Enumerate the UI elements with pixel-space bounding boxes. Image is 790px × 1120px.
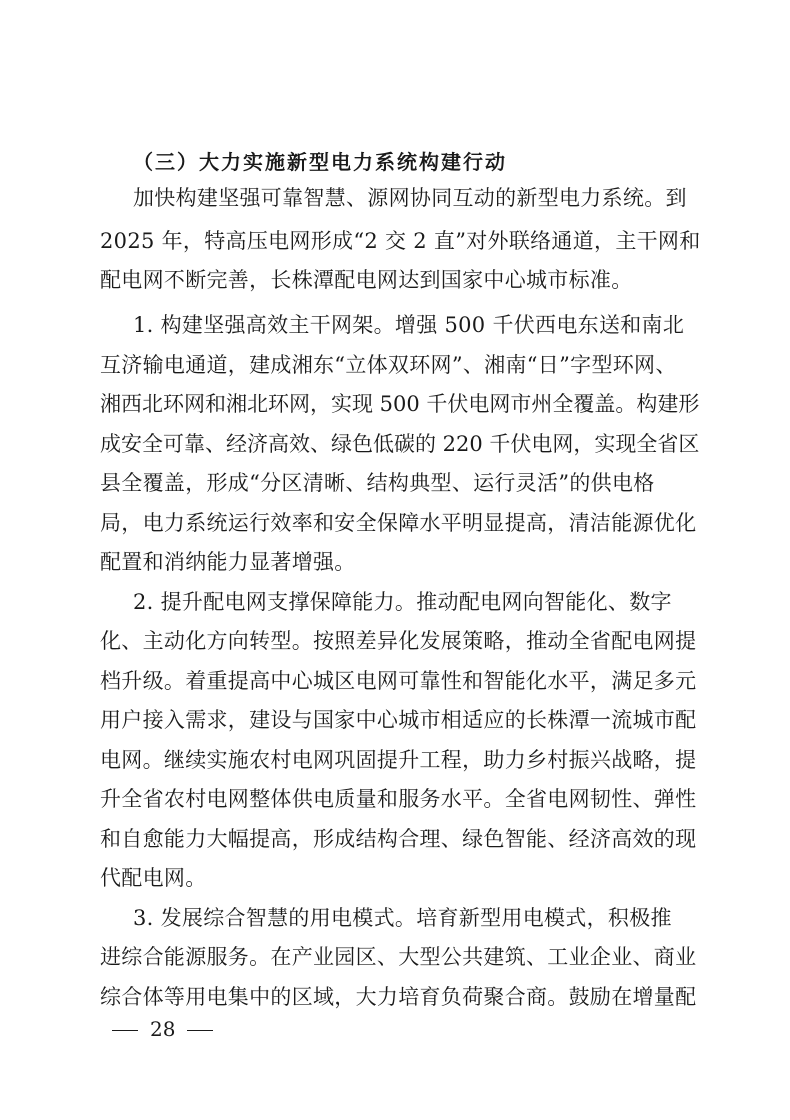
paragraph-line: 和自愈能力大幅提高，形成结构合理、绿色智能、经济高效的现 (100, 827, 697, 851)
paragraph-line: 档升级。着重提高中心城区电网可靠性和智能化水平，满足多元 (100, 669, 697, 693)
paragraph-line: 代配电网。 (100, 866, 207, 890)
paragraph-line: 县全覆盖，形成“分区清晰、结构典型、运行灵活”的供电格 (100, 471, 655, 495)
paragraph-line: 2025 年，特高压电网形成“2 交 2 直”对外联络通道，主干网和 (100, 229, 701, 253)
paragraph-line: 配置和消纳能力显著增强。 (100, 550, 356, 574)
paragraph-line: 升全省农村电网整体供电质量和服务水平。全省电网韧性、弹性 (100, 787, 697, 811)
paragraph-line: 加快构建坚强可靠智慧、源网协同互动的新型电力系统。到 (133, 186, 687, 210)
paragraph-line: 成安全可靠、经济高效、绿色低碳的 220 千伏电网，实现全省区 (100, 432, 700, 456)
paragraph-line: 2. 提升配电网支撑保障能力。推动配电网向智能化、数字 (133, 590, 672, 614)
paragraph-line: 3. 发展综合智慧的用电模式。培育新型用电模式，积极推 (133, 906, 672, 930)
page-footer (112, 1014, 213, 1044)
paragraph-line: 互济输电通道，建成湘东“立体双环网”、湘南“日”字型环网、 (100, 353, 677, 377)
paragraph-line: 化、主动化方向转型。按照差异化发展策略，推动全省配电网提 (100, 629, 697, 653)
paragraph-line: 进综合能源服务。在产业园区、大型公共建筑、工业企业、商业 (100, 945, 697, 969)
footer-dash-right (187, 1030, 213, 1031)
section-heading: （三）大力实施新型电力系统构建行动 (133, 150, 507, 174)
paragraph-line: 电网。继续实施农村电网巩固提升工程，助力乡村振兴战略，提 (100, 748, 697, 772)
paragraph-line: 综合体等用电集中的区域，大力培育负荷聚合商。鼓励在增量配 (100, 985, 697, 1009)
paragraph-line: 局，电力系统运行效率和安全保障水平明显提高，清洁能源优化 (100, 511, 697, 535)
paragraph-line: 湘西北环网和湘北环网，实现 500 千伏电网市州全覆盖。构建形 (100, 392, 700, 416)
page-number: 28 (150, 1017, 176, 1041)
paragraph-line: 1. 构建坚强高效主干网架。增强 500 千伏西电东送和南北 (133, 313, 685, 337)
footer-dash-left (112, 1030, 138, 1031)
paragraph-line: 配电网不断完善，长株潭配电网达到国家中心城市标准。 (100, 268, 633, 292)
paragraph-line: 用户接入需求，建设与国家中心城市相适应的长株潭一流城市配 (100, 708, 697, 732)
